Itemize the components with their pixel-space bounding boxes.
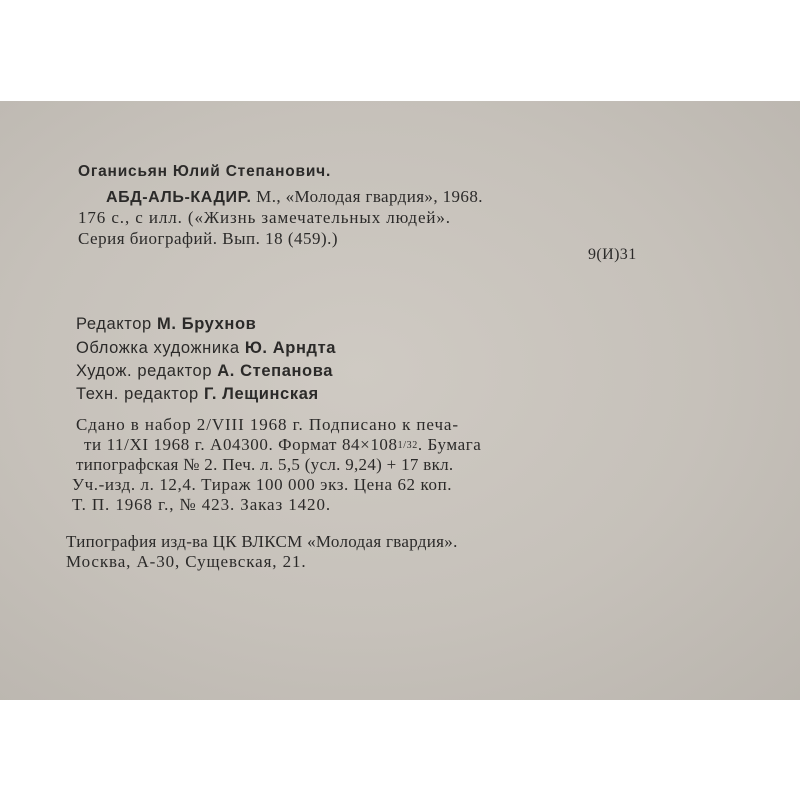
imprint-format: ти 11/XI 1968 г. А04300. Формат 84×108 [84,435,398,454]
credit-role: Обложка художника [76,339,240,357]
imprint-line-2 [84,435,481,455]
printer-line-2: Москва, А-30, Сущевская, 21. [66,552,307,571]
credit-tech-editor [76,385,319,404]
credit-art-editor [76,362,333,381]
imprint-line-4: Уч.-изд. л. 12,4. Тираж 100 000 экз. Цена 62 коп. [72,475,453,494]
credit-name: Г. Лещинская [204,385,319,403]
book-title: АБД-АЛЬ-КАДИР. [106,189,252,206]
credit-role: Редактор [76,315,152,333]
printer-line-1: Типография изд-ва ЦК ВЛКСМ «Молодая гвардия». [66,532,458,551]
publication-info: М., «Молодая гвардия», 1968. [251,187,483,206]
credit-name: Ю. Арндта [244,339,337,357]
credit-role: Худож. редактор [76,362,213,380]
credit-role: Техн. редактор [76,385,199,403]
credit-cover-artist [76,339,336,358]
title-line [106,187,483,207]
imprint-line-1: Сдано в набор 2/VIII 1968 г. Подписано к печа- [76,415,459,434]
author-name: Оганисьян Юлий Степанович. [78,163,332,180]
format-fraction: 1/32 [397,440,418,451]
classification-code: 9(И)31 [588,246,637,263]
book-page-photo [0,101,800,700]
imprint-paper: . Бумага [417,435,482,454]
credit-editor [76,315,256,334]
imprint-line-3: типографская № 2. Печ. л. 5,5 (усл. 9,24) + 17 вкл. [76,455,454,474]
series-line: Серия биографий. Вып. 18 (459).) [78,229,339,248]
imprint-line-5: Т. П. 1968 г., № 423. Заказ 1420. [72,495,332,514]
credit-name: М. Брухнов [157,315,257,333]
pages-series-line: 176 с., с илл. («Жизнь замечательных людей». [78,208,451,227]
credit-name: А. Степанова [217,362,334,380]
